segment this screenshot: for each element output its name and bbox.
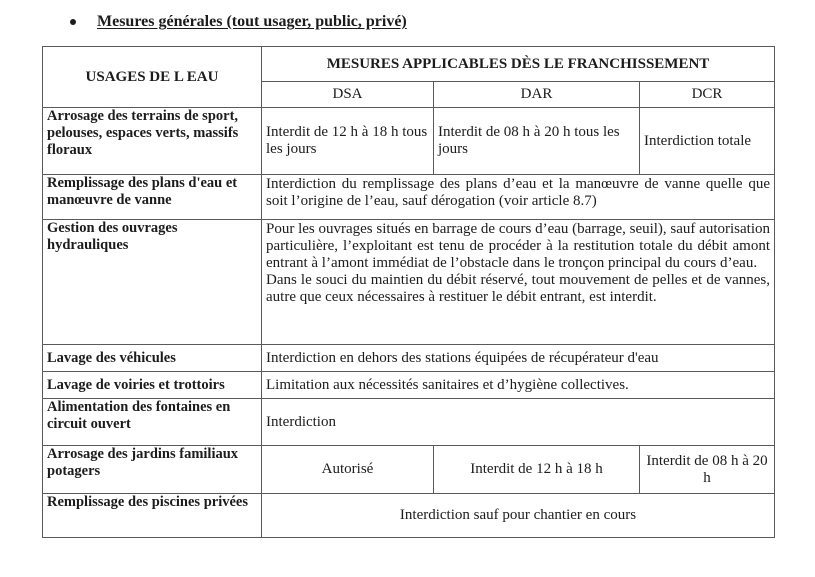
water-restrictions-table [42,46,775,538]
merged-measure-cell [262,220,775,345]
merged-measure-cell: Interdiction en dehors des stations équipées de récupérateur d'eau [262,345,775,372]
usage-label: Alimentation des fontaines en circuit ouvert [43,399,262,446]
merged-measure-cell: Interdiction du remplissage des plans d’eau et la manœuvre de vanne quelle que soit l’origine de l’eau, sauf dérogation (voir article 8.7) [262,175,775,220]
bullet-icon [70,19,76,25]
level-header-dsa: DSA [262,82,434,108]
table-row [43,108,775,175]
section-heading-text: Mesures générales (tout usager, public, privé) [97,13,407,30]
dar-cell: Interdit de 12 h à 18 h [434,446,640,494]
table-row [43,220,775,345]
level-header-dar: DAR [434,82,640,108]
dar-cell: Interdit de 08 h à 20 h tous les jours [434,108,640,175]
merged-measure-cell: Interdiction sauf pour chantier en cours [262,494,775,538]
usage-label: Arrosage des terrains de sport, pelouses, espaces verts, massifs floraux [43,108,262,175]
dcr-cell: Interdiction totale [640,108,775,175]
section-heading [70,10,407,34]
measure-paragraph: Dans le souci du maintien du débit réservé, tout mouvement de pelles et de vannes, autre que ceux nécessaires à restituer le débit entrant, est interdit. [266,272,770,305]
table-row [43,446,775,494]
merged-measure-cell: Interdiction [262,399,775,446]
table-row [43,399,775,446]
usage-label: Remplissage des plans d'eau et manœuvre de vanne [43,175,262,220]
table-header-row [43,47,775,82]
table-row [43,175,775,220]
usage-label: Gestion des ouvrages hydrauliques [43,220,262,345]
dsa-cell: Interdit de 12 h à 18 h tous les jours [262,108,434,175]
usage-label: Lavage de voiries et trottoirs [43,372,262,399]
dcr-cell: Interdit de 08 h à 20 h [640,446,775,494]
usage-label: Lavage des véhicules [43,345,262,372]
measure-paragraph: Pour les ouvrages situés en barrage de cours d’eau (barrage, seuil), sauf autorisation particulière, l’exploitant est tenu de procéder à la restitution totale du débit amont entrant à l’amont immédiat de l’obstacle dans le tronçon principal du cours d’eau. [266,221,770,271]
table-row [43,494,775,538]
usage-column-header: USAGES DE L EAU [43,47,262,108]
merged-measure-cell: Limitation aux nécessités sanitaires et d’hygiène collectives. [262,372,775,399]
mesures-column-header: MESURES APPLICABLES DÈS LE FRANCHISSEMENT [262,47,775,82]
table-row [43,372,775,399]
usage-label: Remplissage des piscines privées [43,494,262,538]
level-header-dcr: DCR [640,82,775,108]
dsa-cell: Autorisé [262,446,434,494]
usage-label: Arrosage des jardins familiaux potagers [43,446,262,494]
table-row [43,345,775,372]
